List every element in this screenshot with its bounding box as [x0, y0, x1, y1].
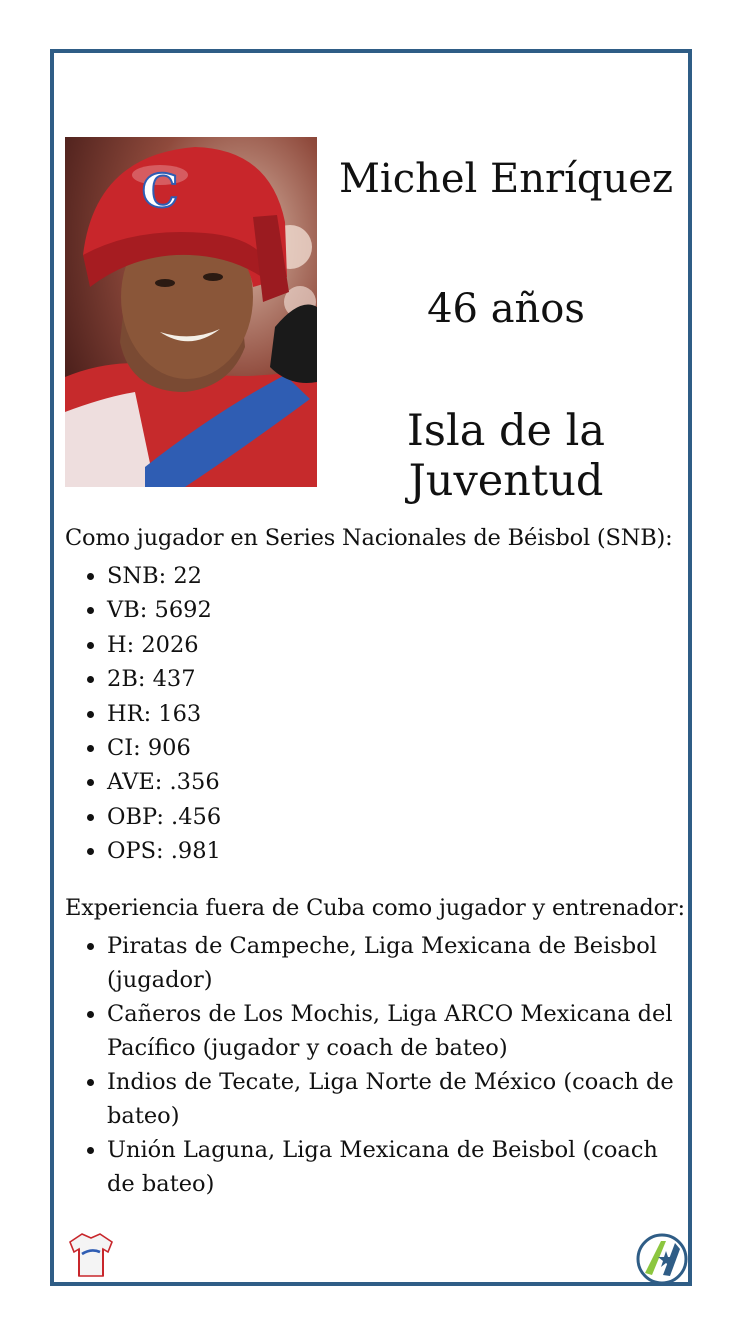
svg-text:C: C	[141, 164, 179, 218]
list-item: • 2B: 437	[107, 662, 680, 696]
player-photo	[65, 137, 317, 487]
publication-logo-icon	[636, 1233, 688, 1285]
list-item: • Piratas de Campeche, Liga Mexicana de Beisbol (jugador)	[107, 929, 680, 997]
player-portrait-icon	[65, 137, 317, 487]
cuba-jersey-icon	[68, 1230, 114, 1280]
list-item: • Indios de Tecate, Liga Norte de México (coach de bateo)	[107, 1065, 680, 1133]
list-item: • Cañeros de Los Mochis, Liga ARCO Mexicana del Pacífico (jugador y coach de bateo)	[107, 997, 680, 1065]
list-item: • SNB: 22	[107, 559, 680, 593]
list-item: • H: 2026	[107, 628, 680, 662]
list-item: • AVE: .356	[107, 765, 680, 799]
player-name: Michel Enríquez	[338, 156, 674, 202]
list-item: • Unión Laguna, Liga Mexicana de Beisbol (coach de bateo)	[107, 1133, 680, 1201]
stats-list	[65, 559, 680, 869]
experience-section-title: Experiencia fuera de Cuba como jugador y entrenador:	[65, 895, 685, 921]
list-item: • OPS: .981	[107, 834, 680, 868]
experience-list	[65, 929, 680, 1201]
player-origin: Isla de la Juventud	[406, 406, 606, 506]
player-card	[50, 49, 692, 1286]
list-item: • HR: 163	[107, 697, 680, 731]
list-item: • OBP: .456	[107, 800, 680, 834]
stats-section-title: Como jugador en Series Nacionales de Béisbol (SNB):	[65, 525, 673, 551]
list-item: • VB: 5692	[107, 593, 680, 627]
list-item: • CI: 906	[107, 731, 680, 765]
player-age: 46 años	[427, 286, 585, 332]
